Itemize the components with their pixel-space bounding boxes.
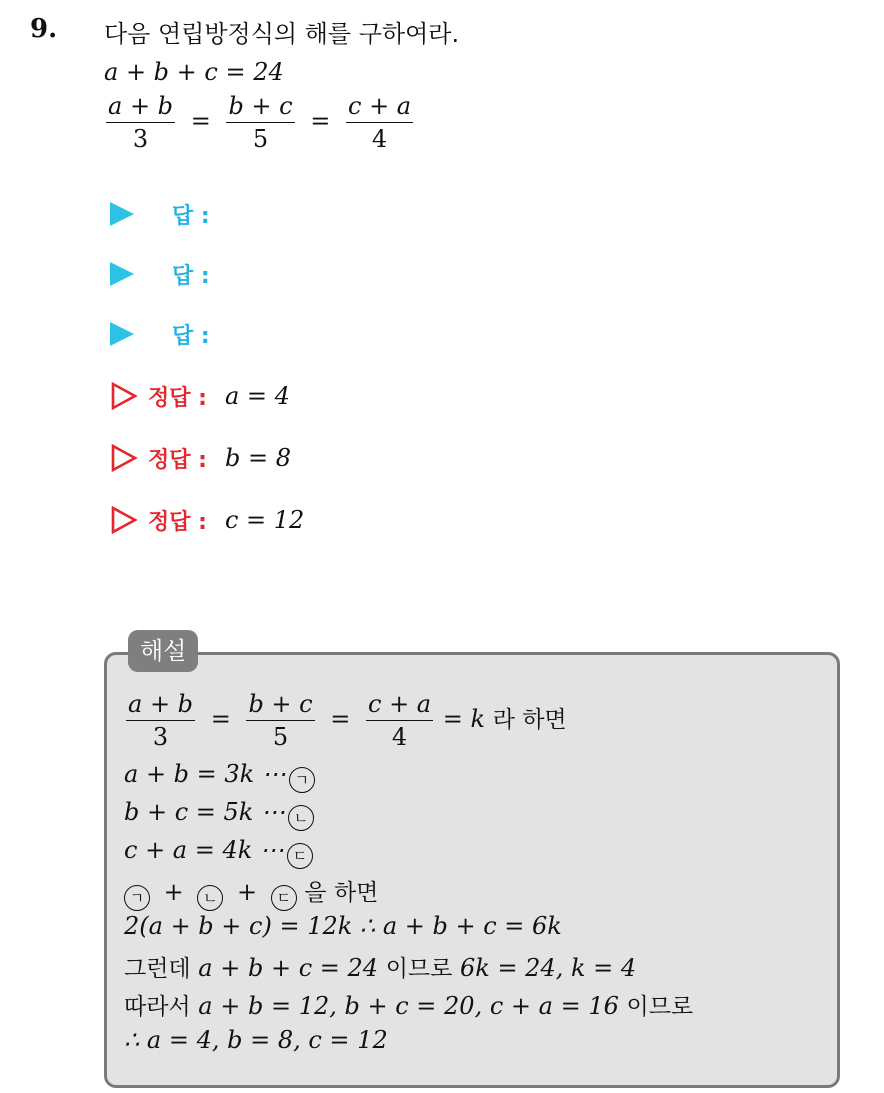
- outline-triangle-icon: [110, 444, 138, 472]
- solution-line-3: b + c = 5k ⋯ ㄴ: [124, 798, 314, 831]
- outline-triangle-icon: [110, 382, 138, 410]
- solution-line-6: 2(a + b + c) = 12k ∴ a + b + c = 6k: [124, 912, 562, 940]
- correct-answer-row: [110, 378, 290, 414]
- fraction: $\frac{a + b}{3}$: [108, 92, 174, 153]
- answer-label: 답 :: [172, 263, 210, 289]
- correct-answer-label: 정답 :: [148, 509, 207, 535]
- solution-line-4: c + a = 4k ⋯ ㄷ: [124, 836, 313, 869]
- answer-row[interactable]: [110, 196, 210, 232]
- play-triangle-icon: [110, 202, 134, 226]
- correct-answer-value: a = 4: [224, 382, 290, 410]
- fraction: $\frac{c + a}{4}$: [368, 690, 432, 751]
- play-triangle-icon: [110, 262, 134, 286]
- correct-answer-label: 정답 :: [148, 385, 207, 411]
- solution-line-5: ㄱ + ㄴ + ㄷ 을 하면: [124, 874, 378, 911]
- circled-nieun-icon: ㄴ: [288, 805, 314, 831]
- fraction: $\frac{a + b}{3}$: [128, 690, 194, 751]
- answer-row[interactable]: [110, 316, 210, 352]
- answer-row[interactable]: [110, 256, 210, 292]
- solution-line-1: $\frac{a + b}{3}$ = $\frac{b + c}{5}$ = $\frac{c + a}{4}$ = k 라 하면: [128, 690, 567, 751]
- circled-giyeok-icon: ㄱ: [289, 767, 315, 793]
- circled-digeut-icon: ㄷ: [271, 885, 297, 911]
- answer-label: 답 :: [172, 203, 210, 229]
- circled-nieun-icon: ㄴ: [197, 885, 223, 911]
- solution-line-2: a + b = 3k ⋯ ㄱ: [124, 760, 315, 793]
- solution-tab: 해설: [128, 630, 198, 672]
- correct-answer-row: [110, 502, 304, 538]
- circled-digeut-icon: ㄷ: [287, 843, 313, 869]
- correct-answer-value: c = 12: [224, 506, 305, 534]
- question-text: 다음 연립방정식의 해를 구하여라.: [104, 20, 460, 48]
- circled-giyeok-icon: ㄱ: [124, 885, 150, 911]
- correct-answer-label: 정답 :: [148, 447, 207, 473]
- question-number: 9.: [30, 14, 58, 44]
- solution-line-9: ∴ a = 4, b = 8, c = 12: [124, 1026, 388, 1054]
- fraction: $\frac{b + c}{5}$: [248, 690, 313, 751]
- solution-line-7: 그런데 a + b + c = 24 이므로 6k = 24, k = 4: [124, 954, 637, 982]
- fraction: $\frac{c + a}{4}$: [348, 92, 412, 153]
- play-triangle-icon: [110, 322, 134, 346]
- solution-line-8: 따라서 a + b = 12, b + c = 20, c + a = 16 이므로: [124, 992, 694, 1020]
- correct-answer-row: [110, 440, 291, 476]
- fraction: $\frac{b + c}{5}$: [228, 92, 293, 153]
- equation-fractions: $\frac{a + b}{3}$ = $\frac{b + c}{5}$ = $\frac{c + a}{4}$: [108, 92, 412, 153]
- correct-answer-value: b = 8: [224, 444, 291, 472]
- answer-label: 답 :: [172, 323, 210, 349]
- outline-triangle-icon: [110, 506, 138, 534]
- equation-sum: a + b + c = 24: [104, 58, 284, 86]
